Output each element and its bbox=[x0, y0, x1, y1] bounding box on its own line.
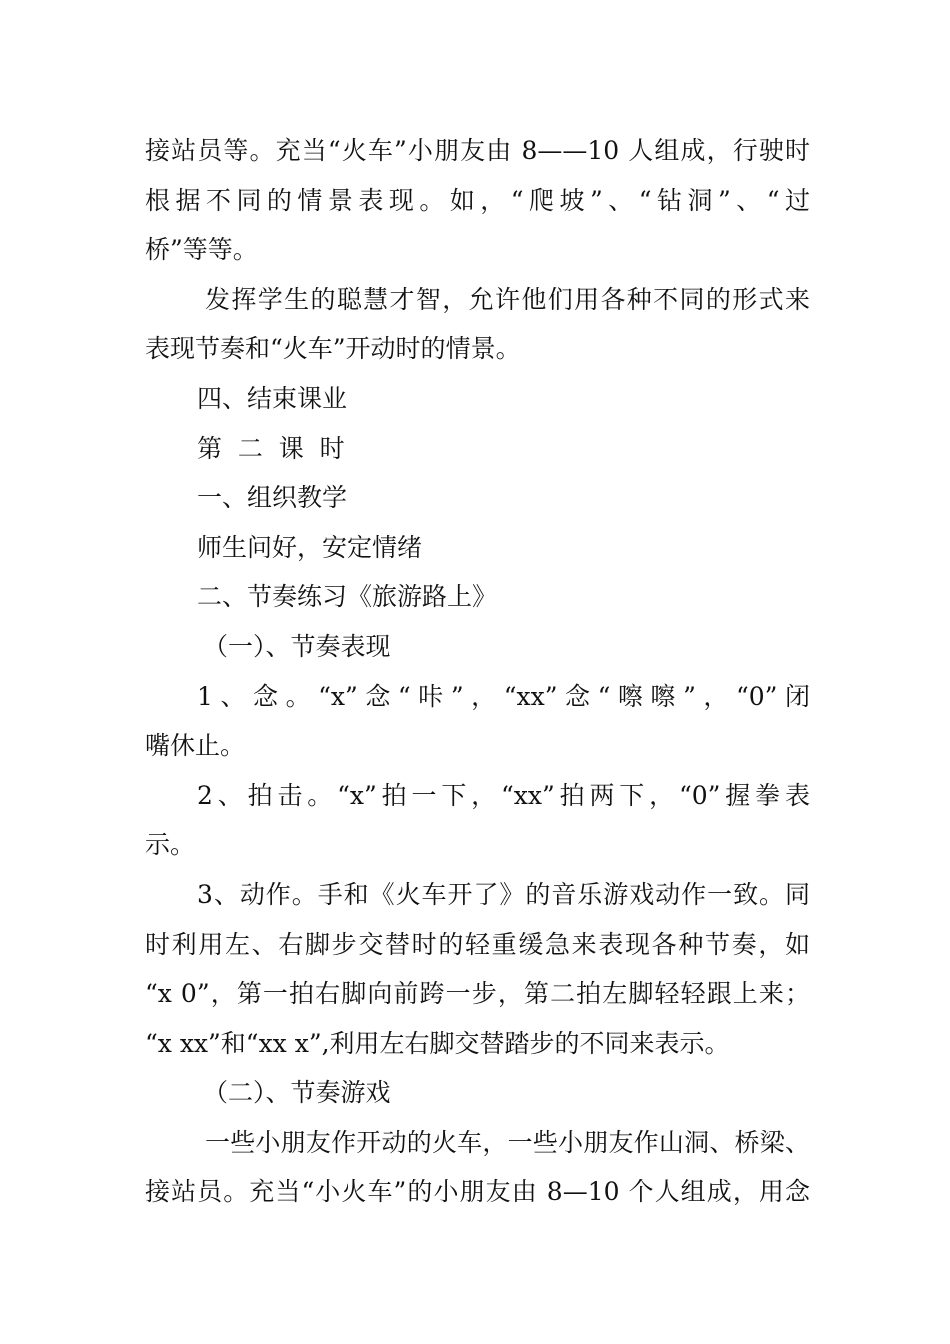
subsection-heading: （二）、节奏游戏 bbox=[203, 1078, 391, 1108]
document-body bbox=[145, 126, 810, 1217]
text-line: 嘴休止。 bbox=[145, 731, 246, 761]
text-line: 根据不同的情景表现。如，“爬坡”、“钻洞”、“过 bbox=[145, 185, 810, 215]
text-line: “x 0”，第一拍右脚向前跨一步，第二拍左脚轻轻跟上来； bbox=[145, 979, 810, 1009]
text-line: 时利用左、右脚步交替时的轻重缓急来表现各种节奏，如 bbox=[145, 929, 810, 959]
lesson-heading: 第 二 课 时 bbox=[197, 433, 345, 463]
text-line: 桥”等等。 bbox=[145, 235, 258, 265]
subsection-heading: （一）、节奏表现 bbox=[203, 631, 391, 661]
text-line: “x xx”和“xx x”,利用左右脚交替踏步的不同来表示。 bbox=[145, 1028, 730, 1058]
text-line: 3、动作。手和《火车开了》的音乐游戏动作一致。同 bbox=[197, 879, 810, 909]
section-heading: 四、结束课业 bbox=[197, 383, 348, 413]
text-line: 接站员等。充当“火车”小朋友由 8——10 人组成，行驶时 bbox=[145, 136, 810, 165]
text-line: 示。 bbox=[145, 830, 196, 860]
text-line: 表现节奏和“火车”开动时的情景。 bbox=[145, 334, 521, 364]
text-line: 接站员。充当“小火车”的小朋友由 8—10 个人组成，用念 bbox=[145, 1177, 810, 1207]
text-line: 发挥学生的聪慧才智，允许他们用各种不同的形式来 bbox=[205, 284, 810, 314]
section-heading: 一、组织教学 bbox=[197, 483, 348, 513]
text-line: 1、念。“x”念“咔”，“xx”念“嚓嚓”，“0”闭 bbox=[197, 681, 810, 711]
text-line: 一些小朋友作开动的火车，一些小朋友作山洞、桥梁、 bbox=[205, 1127, 810, 1157]
text-line: 师生问好，安定情绪 bbox=[197, 532, 423, 562]
text-line: 2、拍击。“x”拍一下，“xx”拍两下，“0”握拳表 bbox=[197, 780, 810, 810]
section-heading: 二、节奏练习《旅游路上》 bbox=[197, 582, 498, 612]
